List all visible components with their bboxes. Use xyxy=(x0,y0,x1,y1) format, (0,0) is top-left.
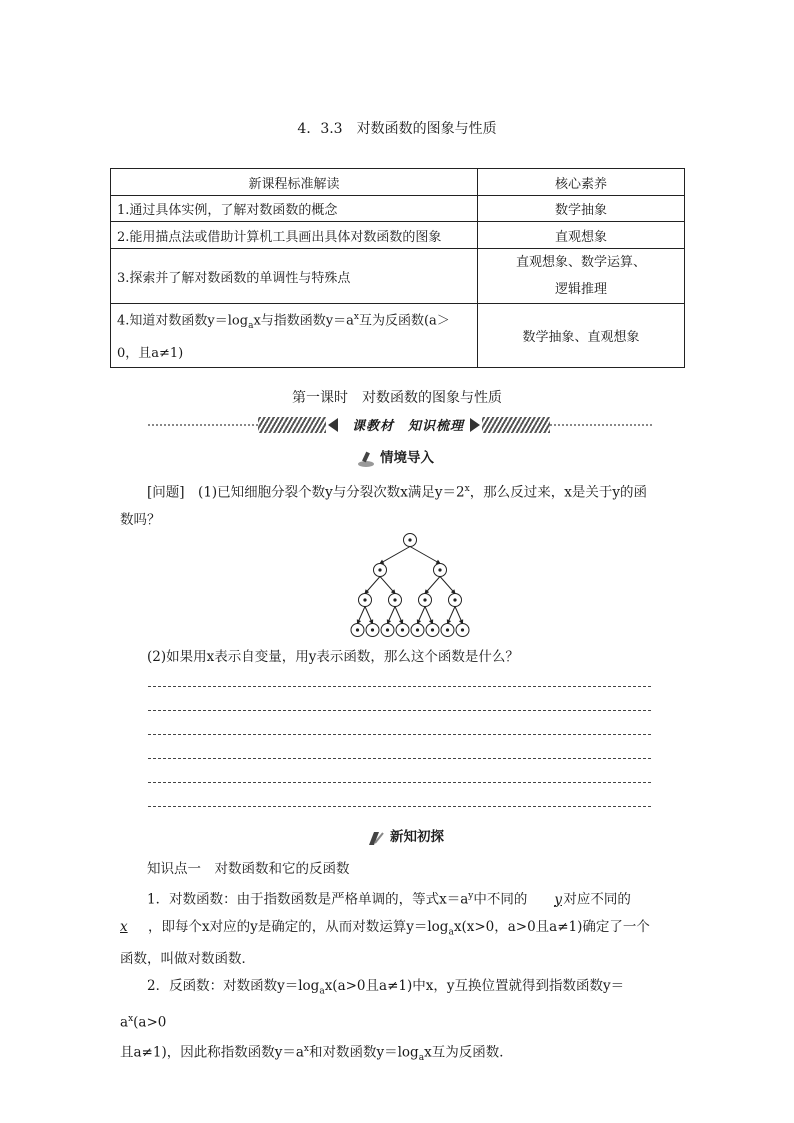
cell-node xyxy=(426,624,439,637)
table-cell-literacy: 数学抽象 xyxy=(478,196,685,222)
table-cell-standard: 1.通过具体实例，了解对数函数的概念 xyxy=(111,196,478,222)
subscript: a xyxy=(319,986,325,997)
subscript: a xyxy=(248,320,254,331)
standard-line xyxy=(117,304,471,340)
knowledge-line xyxy=(120,1036,665,1072)
text-run: (a>0 xyxy=(133,1014,167,1031)
table-header-standard: 新课程标准解读 xyxy=(111,169,478,196)
cell-node xyxy=(411,624,424,637)
arrow-head-icon xyxy=(447,620,450,623)
triangle-left-icon xyxy=(328,418,338,432)
arrow-head-icon xyxy=(460,620,463,623)
section-title: 4．3.3 对数函数的图象与性质 xyxy=(297,121,497,137)
cell-node xyxy=(404,534,417,547)
superscript: x xyxy=(464,484,470,494)
knowledge-point-title: 知识点一 对数函数和它的反函数 xyxy=(147,861,350,877)
cell-node xyxy=(389,594,402,607)
banner-dots-right xyxy=(550,424,652,426)
question-tag: [问题] xyxy=(147,484,185,501)
text-run: 互为反函数(a＞ xyxy=(358,313,450,329)
cell-node xyxy=(419,594,432,607)
brush-icon xyxy=(356,450,376,468)
arrow-head-icon xyxy=(357,620,360,623)
table-cell-literacy xyxy=(478,249,685,304)
text-run: (1)已知细胞分裂个数y与分裂次数x满足y＝2 xyxy=(198,484,465,501)
knowledge-line xyxy=(120,883,665,914)
table-row xyxy=(111,249,685,304)
section-heading-new xyxy=(366,825,444,847)
text-run: x互为反函数． xyxy=(424,1044,513,1061)
table-cell-standard xyxy=(111,304,478,368)
tree-edge xyxy=(410,547,440,564)
cell-division-tree xyxy=(350,530,470,638)
table-cell-standard: 3.探索并了解对数函数的单调性与特殊点 xyxy=(111,249,478,304)
literacy-line: 逻辑推理 xyxy=(554,282,607,297)
superscript: y xyxy=(468,891,474,901)
question-part2: (2)如果用x表示自变量，用y表示函数，那么这个函数是什么？ xyxy=(147,649,519,665)
banner-stripe-right xyxy=(482,417,550,433)
table-cell-literacy: 数学抽象、直观想象 xyxy=(478,304,685,368)
text-run: 4.知道对数函数y＝log xyxy=(117,313,249,329)
cell-node xyxy=(441,624,454,637)
knowledge-line xyxy=(120,914,665,947)
pen-icon xyxy=(366,829,386,847)
subscript: a xyxy=(448,927,454,938)
standard-line: 0，且a≠1) xyxy=(117,345,184,361)
answer-line[interactable] xyxy=(148,782,651,783)
text-run: 对应不同的 xyxy=(563,891,631,908)
section-heading-text: 新知初探 xyxy=(390,829,444,845)
superscript: x xyxy=(303,1044,309,1055)
text-run: 中不同的 xyxy=(473,891,528,908)
fill-blank[interactable]: y xyxy=(554,891,562,908)
answer-line[interactable] xyxy=(148,806,651,807)
arrow-head-icon xyxy=(387,620,390,623)
superscript: x xyxy=(353,312,359,322)
cell-node xyxy=(381,624,394,637)
standards-table xyxy=(110,168,685,368)
text-run: 且a≠1)，因此称指数函数y＝a xyxy=(120,1044,304,1061)
table-row xyxy=(111,222,685,249)
answer-line[interactable] xyxy=(148,758,651,759)
section-heading-text: 情境导入 xyxy=(380,450,434,466)
superscript: x xyxy=(128,1013,134,1024)
cell-node xyxy=(456,624,469,637)
question-line xyxy=(120,476,665,507)
cell-node xyxy=(374,564,387,577)
answer-line[interactable] xyxy=(148,710,651,711)
fill-blank[interactable]: x xyxy=(120,918,128,935)
text-run: 2．反函数：对数函数y＝log xyxy=(147,978,320,995)
text-run: x(a>0且a≠1)中x，y互换位置就得到指数函数y＝a xyxy=(120,978,625,1031)
banner-dots-left xyxy=(148,424,258,426)
lesson-title: 第一课时 对数函数的图象与性质 xyxy=(292,390,502,406)
cell-node xyxy=(449,594,462,607)
arrow-head-icon xyxy=(400,620,403,623)
text-run: ，即每个x对应的y是确定的，从而对数运算y＝log xyxy=(148,918,449,935)
arrow-head-icon xyxy=(370,620,373,623)
literacy-line: 直观想象、数学运算、 xyxy=(515,255,646,270)
cell-node xyxy=(359,594,372,607)
table-row xyxy=(111,196,685,222)
text-run: x与指数函数y＝a xyxy=(253,313,354,329)
question-line: 数吗？ xyxy=(120,511,161,528)
section-banner xyxy=(148,414,652,436)
knowledge-line: 函数，叫做对数函数． xyxy=(120,951,255,968)
cell-node xyxy=(366,624,379,637)
arrow-head-icon xyxy=(430,620,433,623)
section-heading-intro xyxy=(356,446,434,468)
question-paragraph xyxy=(120,476,665,534)
table-row xyxy=(111,304,685,368)
arrow-head-icon xyxy=(417,620,420,623)
knowledge-block xyxy=(120,856,665,1073)
knowledge-line xyxy=(120,973,665,1036)
cell-node xyxy=(351,624,364,637)
table-cell-standard: 2.能用描点法或借助计算机工具画出具体对数函数的图象 xyxy=(111,222,478,249)
text-run: 1．对数函数：由于指数函数是严格单调的，等式x＝a xyxy=(147,891,469,908)
banner-text: 课教材 知识梳理 xyxy=(351,419,464,434)
table-cell-literacy: 直观想象 xyxy=(478,222,685,249)
table-header-literacy: 核心素养 xyxy=(478,169,685,196)
tree-edge xyxy=(380,547,410,564)
answer-line[interactable] xyxy=(148,686,651,687)
banner-stripe-left xyxy=(258,417,326,433)
cell-node xyxy=(434,564,447,577)
subscript: a xyxy=(418,1053,425,1064)
table-header-row xyxy=(111,169,685,196)
answer-line[interactable] xyxy=(148,734,651,735)
triangle-right-icon xyxy=(470,418,480,432)
cell-node xyxy=(396,624,409,637)
text-run: x(x>0，a>0且a≠1)确定了一个 xyxy=(453,918,650,935)
text-run: ，那么反过来，x是关于y的函 xyxy=(469,484,647,501)
text-run: 和对数函数y＝log xyxy=(308,1044,419,1061)
